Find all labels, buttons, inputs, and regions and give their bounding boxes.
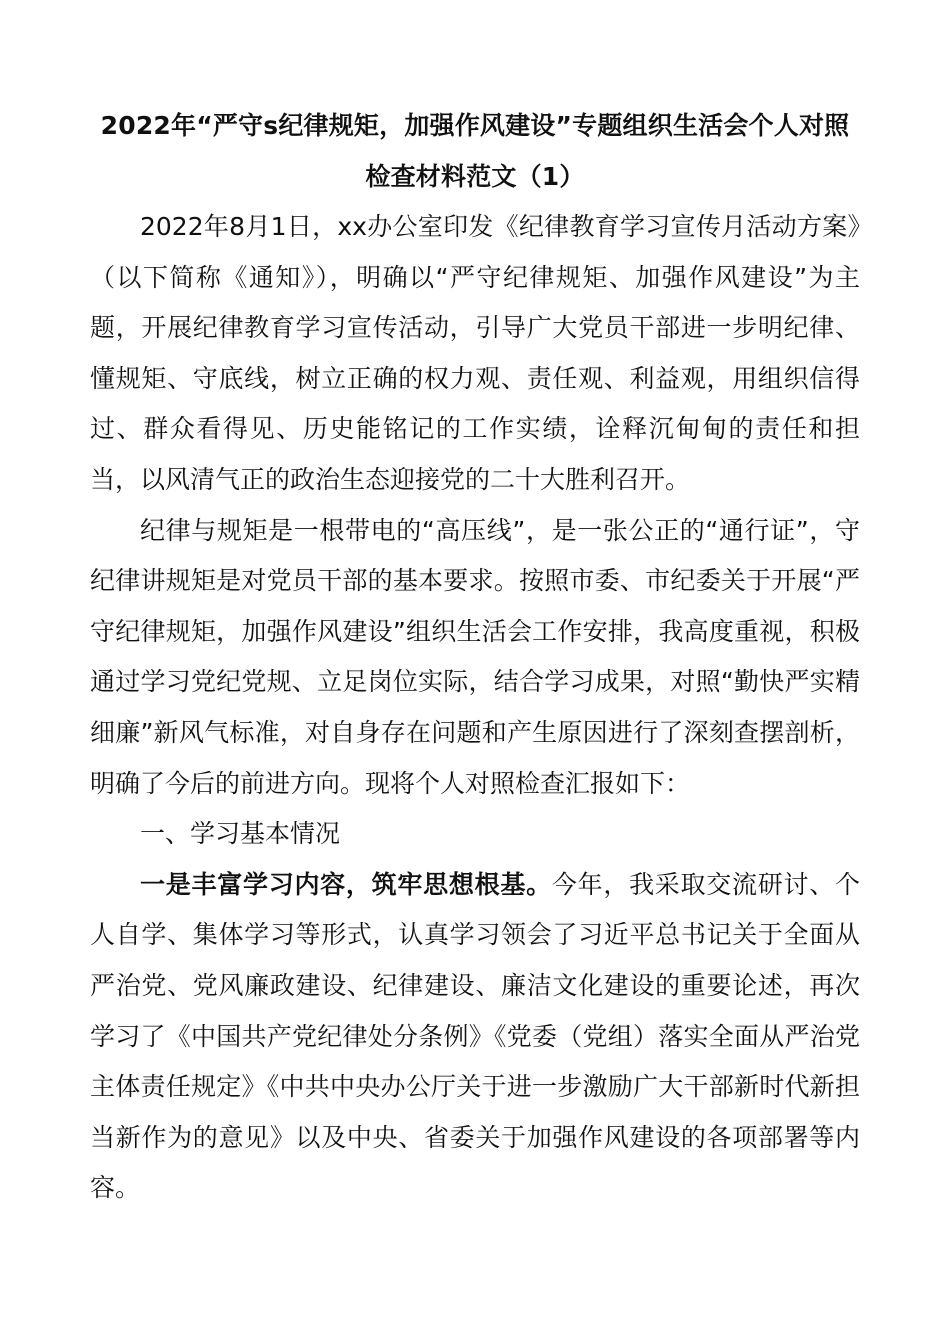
- document-page: [90, 100, 860, 1214]
- document-title: 2022年“严守s纪律规矩，加强作风建设”专题组织生活会个人对照检查材料范文（1）: [100, 111, 850, 191]
- paragraph-lead-bold: 一是丰富学习内容，筑牢思想根基。: [140, 869, 552, 899]
- section-heading-text: 一、学习基本情况: [140, 819, 341, 849]
- paragraph-text: 纪律与规矩是一根带电的“高压线”，是一张公正的“通行证”，守纪律讲规矩是对党员干部的基本要求。按照市委、市纪委关于开展“严守纪律规矩，加强作风建设”组织生活会工作安排，我高度重视，积极通过学习党纪党规、立足岗位实际，结合学习成果，对照“勤快严实精细廉”新风气标准，对自身存在问题和产生原因进行了深刻查摆剖析，明确了今后的前进方向。现将个人对照检查汇报如下：: [90, 515, 860, 798]
- paragraph-study-content: [90, 860, 860, 1214]
- paragraph-notice: [90, 202, 860, 506]
- section-heading-study: [90, 809, 860, 860]
- paragraph-discipline: [90, 506, 860, 810]
- paragraph-text: 今年，我采取交流研讨、个人自学、集体学习等形式，认真学习领会了习近平总书记关于全面从严治党、党风廉政建设、纪律建设、廉洁文化建设的重要论述，再次学习了《中国共产党纪律处分条例》《党委（党组）落实全面从严治党主体责任规定》《中共中央办公厅关于进一步激励广大干部新时代新担当新作为的意见》以及中央、省委关于加强作风建设的各项部署等内容。: [90, 869, 860, 1203]
- paragraph-text: 2022年8月1日，xx办公室印发《纪律教育学习宣传月活动方案》（以下简称《通知》），明确以“严守纪律规矩、加强作风建设”为主题，开展纪律教育学习宣传活动，引导广大党员干部进一步明纪律、懂规矩、守底线，树立正确的权力观、责任观、利益观，用组织信得过、群众看得见、历史能铭记的工作实绩，诠释沉甸甸的责任和担当，以风清气正的政治生态迎接党的二十大胜利召开。: [90, 212, 860, 494]
